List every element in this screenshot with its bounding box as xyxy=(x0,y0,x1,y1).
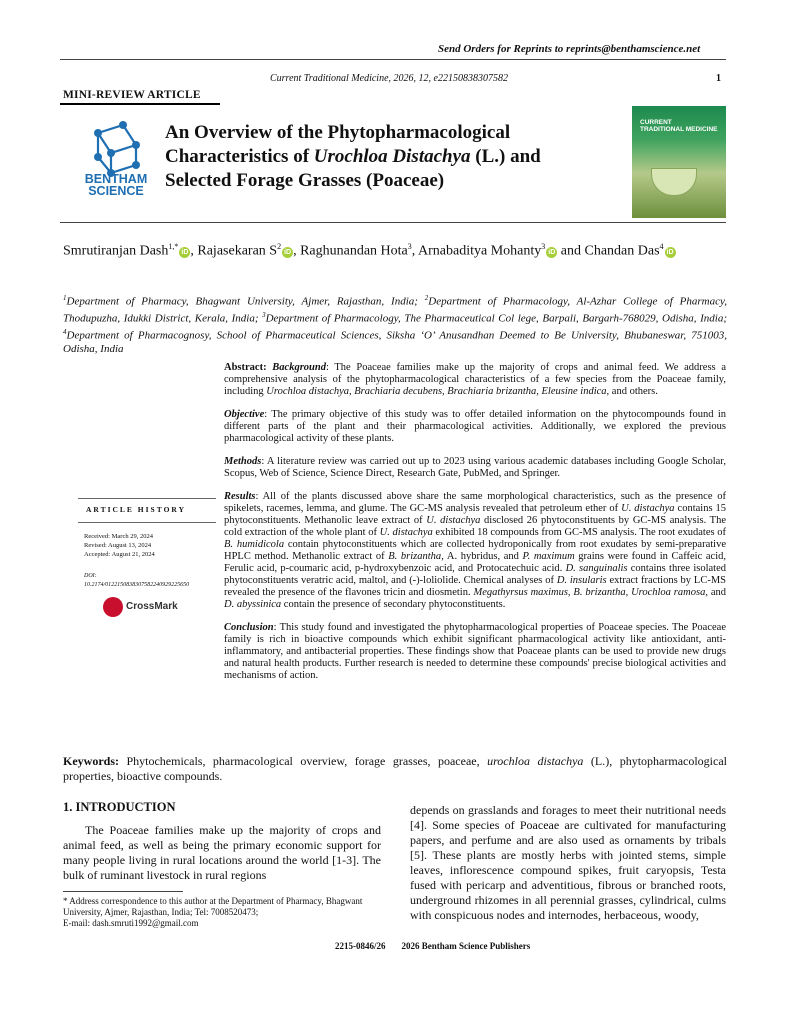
results-species: D. abyssinica xyxy=(224,599,282,610)
methods-text: : A literature review was carried out up to 2023 using various academic databases including Google Scholar, Scopus, Web of Science, Science Direct, Research Gate, PubMed, and Springer. xyxy=(224,456,726,479)
crossmark-label[interactable]: CrossMark xyxy=(126,601,178,612)
results-species: D. sanguinalis xyxy=(565,563,628,574)
footnote-email[interactable]: E-mail: dash.smruti1992@gmail.com xyxy=(63,918,199,928)
author-list: Smrutiranjan Dash$^{1,*}$iD , Rajasekaran $S^2iD$ , Raghunandan Hota$^3$, Arnabaditya Mohanty$^3$iD and Chandan Das$^4$iD xyxy=(63,242,674,259)
abstract-objective xyxy=(224,409,726,445)
results-text: grains were found in Caffeic acid, Ferulic acid, p-coumaric acid, p-hydroxybenzoic acid, and Protocatechuic acid. xyxy=(224,551,727,574)
page-footer xyxy=(335,941,530,951)
objective-label: Objective xyxy=(224,409,265,420)
background-species: Urochloa distachya, Brachiaria decubens, Brachiaria brizantha, Eleusine indica, xyxy=(266,386,610,397)
abstract-results xyxy=(224,491,726,611)
results-text: disclosed 26 phytoconstituents by GC-MS analysis. The cold extraction of the whole plant of xyxy=(224,515,726,538)
author-5-sup: 4 xyxy=(659,242,664,251)
revised-date: Revised: August 13, 2024 xyxy=(84,542,152,549)
affiliations xyxy=(63,292,727,357)
results-species: U. distachya xyxy=(426,515,481,526)
logo-line-1: BENTHAM xyxy=(84,172,148,186)
author-4-sup: 3 xyxy=(541,242,546,251)
background-text-end: and others. xyxy=(609,386,658,397)
results-text: extract fractions by LC-MS revealed the presence of the flavones tricin and diosmetin. xyxy=(224,575,727,598)
history-rule-top xyxy=(78,498,216,499)
journal-citation: Current Traditional Medicine, 2026, 12, e22150838307582 xyxy=(270,73,508,84)
results-label: Results xyxy=(224,491,256,502)
title-rule xyxy=(60,222,726,223)
results-text: contains 15 phytoconstituents. Methanolic leave extract of xyxy=(224,503,727,526)
results-text: contain the presence of secondary phytoconstituents. xyxy=(281,599,506,610)
author-conjunction: and xyxy=(560,243,581,259)
results-text: contains three isolated phytoconstituents veratric acid, maltol, and (-)-loliolide. Chemical analyses of xyxy=(224,563,726,586)
conclusion-label: Conclusion xyxy=(224,622,274,633)
results-text: exhibited 18 compounds from GC-MS analysis. The root exudates of xyxy=(432,527,726,538)
cover-line-2: TRADITIONAL MEDICINE xyxy=(640,126,718,133)
article-type: MINI-REVIEW ARTICLE xyxy=(63,89,201,101)
footnote-address: * Address correspondence to this author at the Department of Pharmacy, Bhagwant University, Ajmer, Rajasthan, India; Tel: 7008520473; xyxy=(63,896,363,917)
results-species: B. brizantha xyxy=(388,551,442,562)
abstract-label: Abstract: xyxy=(224,362,273,373)
affil-sup-4: 4 xyxy=(63,328,67,337)
title-part-2: (L.) and Selected Forage Grasses (Poaceae) xyxy=(165,146,541,191)
author-3: Raghunandan Hota xyxy=(300,243,408,259)
background-label: Background xyxy=(272,362,326,373)
title-species: Urochloa Distachya xyxy=(313,146,471,167)
doi[interactable] xyxy=(84,572,224,590)
conclusion-text: : This study found and investigated the phytopharmacological properties of Poaceae species. The Poaceae family is rich in bioactive compounds which exhibit significant pharmacological activity like antioxidant, anti-inflammatory, and antibacterial properties. These findings show that Poaceae plants can be used to provide new drugs and natural health products. Further research is needed to determine these compounds' precise biological activities and mechanisms of action. xyxy=(224,622,726,681)
results-text: , A. hybridus, and xyxy=(441,551,523,562)
methods-label: Methods xyxy=(224,456,262,467)
background-text: : The Poaceae families make up the majority of crops and animal feed. We address a comprehensive analysis of the phytopharmacological characteristics of a few species from the Poaceae family, including xyxy=(224,362,726,397)
orcid-icon[interactable]: iD xyxy=(284,248,292,256)
results-species: U. distachya xyxy=(379,527,433,538)
section-heading-introduction: 1. INTRODUCTION xyxy=(63,800,176,814)
page-number: 1 xyxy=(716,73,721,84)
author-3-sup: 3 xyxy=(407,242,412,251)
reprints-notice: Send Orders for Reprints to reprints@benthamscience.net xyxy=(438,43,701,55)
footer-issn: 2215-0846/26 xyxy=(335,941,386,951)
orcid-icon[interactable]: iD xyxy=(666,248,674,256)
affil-sup-3: 3 xyxy=(262,311,266,320)
author-2-sup: 2 xyxy=(277,242,282,251)
results-species: Megathyrsus maximus, B. brizantha, Urochloa ramosa, xyxy=(473,587,708,598)
bentham-logo-text xyxy=(74,173,158,197)
author-1-sup: 1,* xyxy=(168,242,179,251)
keywords-text-end: (L.), phytopharmacological properties, bioactive compounds. xyxy=(63,754,728,783)
affil-3: Department of Pharmacology, The Pharmaceutical Col lege, Barpali, Bargarh-768029, Odisha, India; xyxy=(265,312,727,325)
keywords-species: urochloa distachya xyxy=(487,754,584,768)
doi-value[interactable]: 10.2174/0122150838307582240929225650 xyxy=(84,582,190,588)
footnote-rule xyxy=(63,891,183,892)
affil-sup-2: 2 xyxy=(424,294,429,302)
results-text: : All of the plants discussed above share the same morphological characteristics, such as the presence of spikelets, racemes, lemma, and glume. The GC-MS analysis revealed that petroleum ether of xyxy=(224,491,726,514)
abstract-conclusion xyxy=(224,622,726,682)
footer-publisher: 2026 Bentham Science Publishers xyxy=(401,941,531,951)
results-species: B. humidicola xyxy=(224,539,285,550)
keywords-text: Phytochemicals, pharmacological overview, forage grasses, poaceae, xyxy=(126,754,488,768)
author-5: Chandan Das xyxy=(584,243,660,259)
objective-text: : The primary objective of this study was to offer detailed information on the phytocompounds found in different parts of the plant and their pharmacological activities. Additionally, we explored the previous pharmacological activity of these plants. xyxy=(224,409,726,444)
orcid-icon[interactable]: iD xyxy=(548,248,556,256)
results-text: and xyxy=(707,587,726,598)
results-species: U. distachya xyxy=(621,503,675,514)
author-2: Rajasekaran S xyxy=(197,243,278,259)
correspondence-footnote xyxy=(63,896,383,929)
keywords-label: Keywords: xyxy=(63,754,127,768)
author-1: Smrutiranjan Dash xyxy=(63,243,169,259)
doi-label: DOI: xyxy=(84,573,97,579)
logo-line-2: SCIENCE xyxy=(88,184,144,198)
article-history xyxy=(84,532,219,559)
crossmark-icon[interactable] xyxy=(103,597,123,617)
results-species: D. insularis xyxy=(556,575,607,586)
history-rule-bottom xyxy=(78,522,216,523)
affil-1: Department of Pharmacy, Bhagwant University, Ajmer, Rajasthan, India; xyxy=(66,295,425,308)
affil-2: Department of Pharmacology, Al-Azhar College of Pharmacy, Thodupuzha, Idukki District, Kerala, India; xyxy=(63,295,727,325)
affil-sup-1: 1 xyxy=(63,294,67,302)
intro-paragraph-col1 xyxy=(63,823,381,883)
history-heading: ARTICLE HISTORY xyxy=(86,505,186,514)
title-part-1: An Overview of the Phytopharmacological Characteristics of xyxy=(165,122,511,167)
intro-col1-text: The Poaceae families make up the majority of crops and animal feed, as well as being the primary economic support for many people living in rural locations around the world [1-3]. The bulk of ruminant livestock in rural regions xyxy=(63,823,381,882)
received-date: Received: March 29, 2024 xyxy=(84,533,153,540)
accepted-date: Accepted: August 21, 2024 xyxy=(84,551,155,558)
results-text: contain phytoconstituents which are collected hydroponically from root exudates by semi-preparative HPLC method. Methanolic extract of xyxy=(224,539,726,562)
results-species: P. maximum xyxy=(522,551,575,562)
orcid-icon[interactable]: iD xyxy=(181,248,189,256)
abstract-methods xyxy=(224,456,726,480)
abstract-background xyxy=(224,362,726,398)
keywords xyxy=(63,754,727,784)
intro-paragraph-col2: depends on grasslands and forages to meet their nutritional needs [4]. Some species of Poaceae are cultivated for manufacturing papers, and perfume and are also used as ornaments by tribals [5]. These plants are mostly herbs with jointed stems, simple leaves, inflorescence compound spikes, fruit caryopsis, Testa fused with pericarp and adventitious, fibrous or branched roots, underground rhizomes in all perennial grasses, cylindrical, culms with conspicuous nodes and internodes, herbaceous, woody, xyxy=(410,803,726,922)
header-rule xyxy=(60,59,726,60)
journal-cover-title xyxy=(640,119,718,133)
abstract xyxy=(224,362,726,693)
article-title xyxy=(165,121,610,193)
affil-4: Department of Pharmacognosy, School of Pharmaceutical Sciences, Siksha ‘O’ Anusandhan Deemed to Be University, Bhubaneswar, 751003, Odisha, India xyxy=(63,329,727,356)
cover-line-1: CURRENT xyxy=(640,119,672,126)
author-4: Arnabaditya Mohanty xyxy=(418,243,542,259)
